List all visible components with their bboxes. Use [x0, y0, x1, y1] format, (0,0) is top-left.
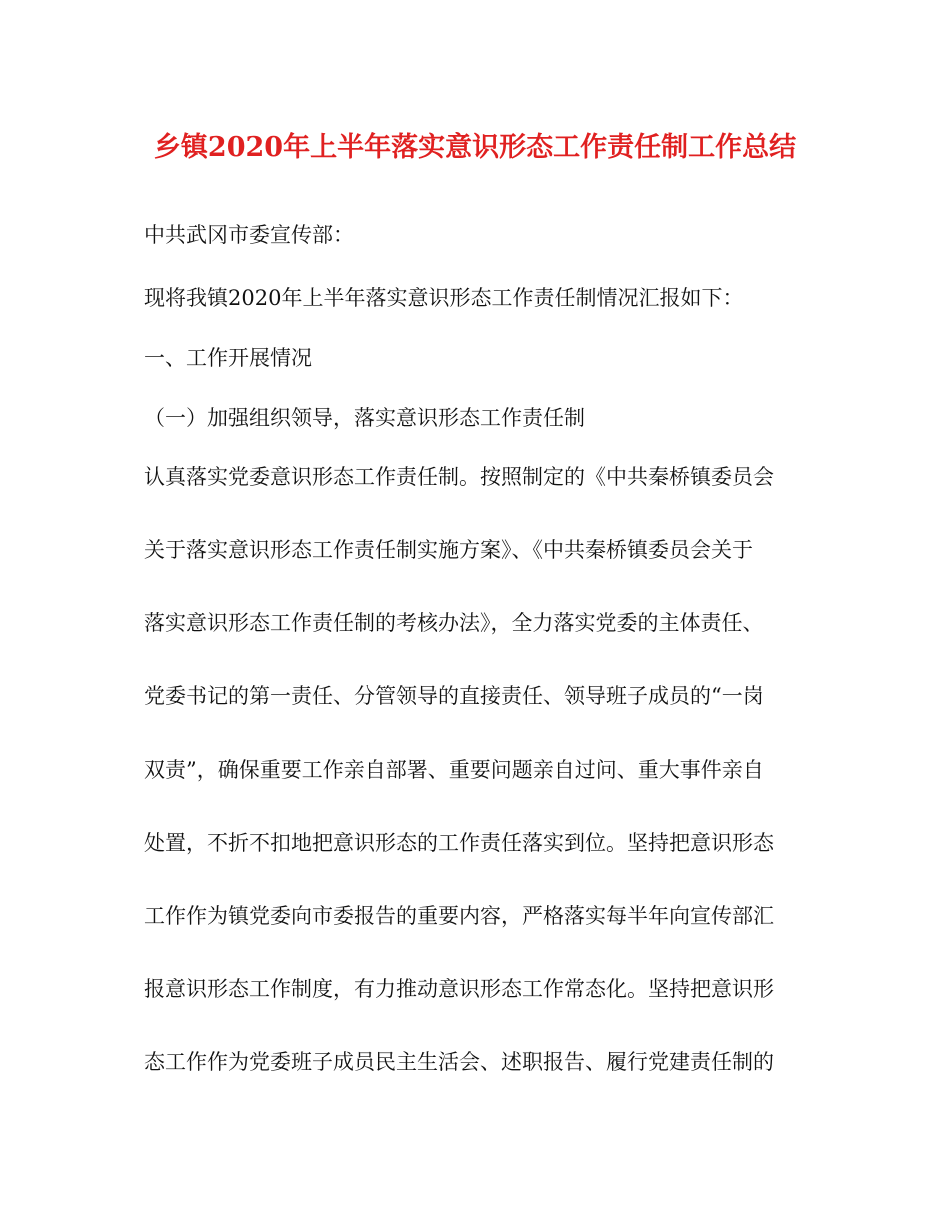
body-line: 落实意识形态工作责任制的考核办法》，全力落实党委的主体责任、: [144, 611, 764, 635]
document-title: 乡镇2020年上半年落实意识形态工作责任制工作总结: [153, 132, 797, 163]
intro-line: 现将我镇2020年上半年落实意识形态工作责任制情况汇报如下：: [144, 286, 744, 310]
body-line: 报意识形态工作制度，有力推动意识形态工作常态化。坚持把意识形: [144, 977, 774, 1001]
body-line: 态工作作为党委班子成员民主生活会、述职报告、履行党建责任制的: [144, 1050, 774, 1074]
body-line: 认真落实党委意识形态工作责任制。按照制定的《中共秦桥镇委员会: [144, 465, 774, 489]
body-line: 双责”，确保重要工作亲自部署、重要问题亲自过问、重大事件亲自: [144, 758, 764, 782]
body-line: 工作作为镇党委向市委报告的重要内容，严格落实每半年向宣传部汇: [144, 904, 774, 928]
section-heading: 一、工作开展情况: [144, 346, 312, 370]
body-line: 处置，不折不扣地把意识形态的工作责任落实到位。坚持把意识形态: [144, 831, 774, 855]
subsection-heading: （一）加强组织领导，落实意识形态工作责任制: [144, 406, 585, 430]
body-line: 党委书记的第一责任、分管领导的直接责任、领导班子成员的“一岗: [144, 684, 764, 708]
salutation-line: 中共武冈市委宣传部：: [144, 223, 354, 247]
body-line: 关于落实意识形态工作责任制实施方案》、《中共秦桥镇委员会关于: [144, 538, 753, 562]
